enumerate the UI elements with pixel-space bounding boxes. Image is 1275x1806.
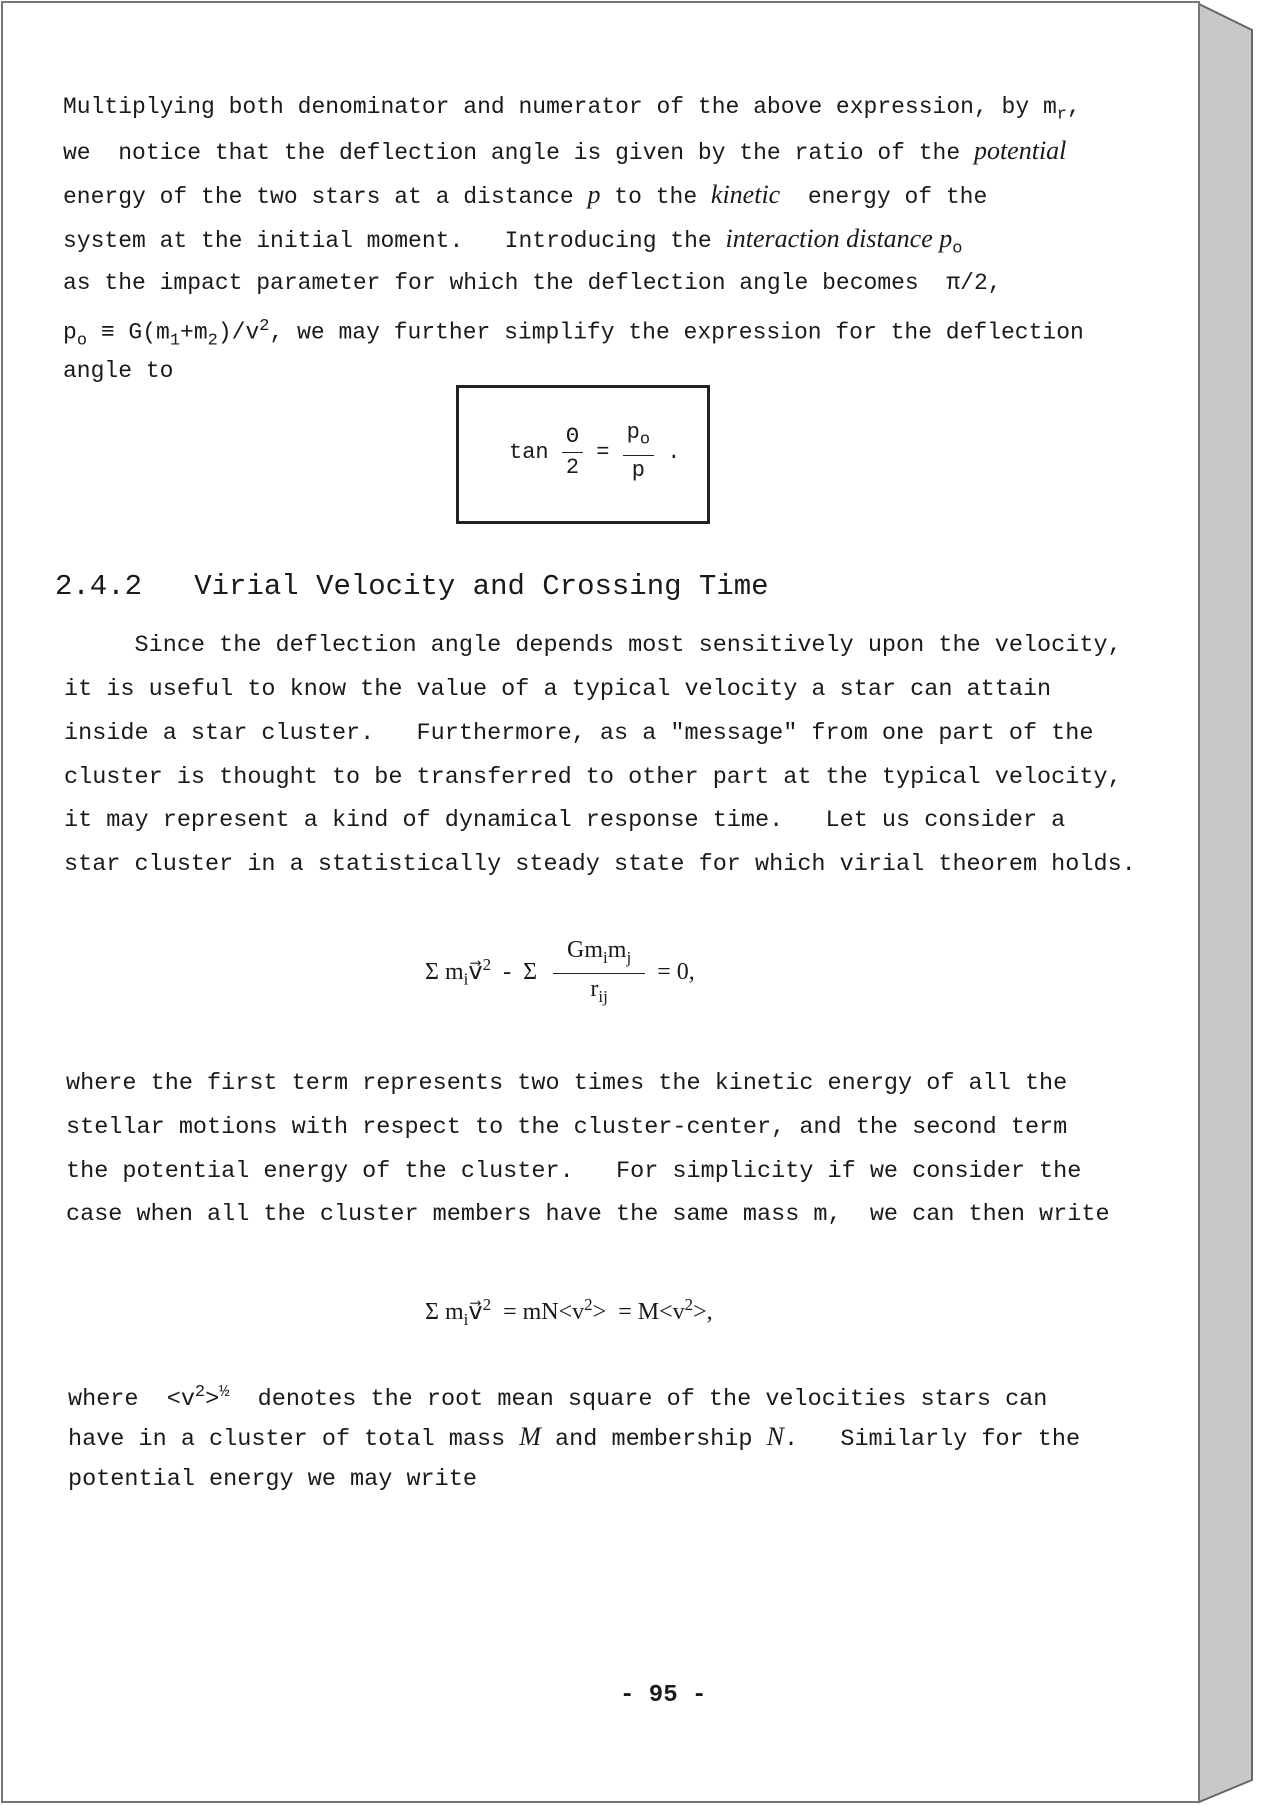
- section-heading: [55, 570, 769, 603]
- text: where <v: [68, 1385, 195, 1413]
- subscript: i: [463, 969, 469, 989]
- denominator: p: [631, 458, 645, 484]
- subscript: 1: [169, 331, 181, 351]
- fraction: [562, 422, 583, 483]
- subscript: o: [952, 239, 963, 259]
- text-line: where the first term represents two times the kinetic energy of all the: [66, 1070, 1068, 1097]
- text: r: [590, 975, 599, 1002]
- italic-text: interaction distance p: [725, 224, 953, 253]
- subscript: j: [626, 947, 632, 967]
- text: v⃗: [468, 1299, 483, 1325]
- text: denotes the root mean square of the velocities stars can: [229, 1385, 1048, 1413]
- superscript: 2: [482, 1295, 492, 1314]
- text: Σ m: [425, 958, 464, 985]
- subscript: r: [1056, 105, 1067, 125]
- text: >,: [693, 1299, 713, 1325]
- page-number: - 95 -: [620, 1682, 707, 1709]
- italic-text: kinetic: [710, 180, 781, 209]
- subscript: 2: [207, 331, 218, 351]
- virial-equation: [425, 935, 695, 1012]
- text-line: cluster is thought to be transferred to other part at the typical velocity,: [64, 764, 1122, 791]
- text: . Similarly for the: [783, 1426, 1081, 1453]
- superscript: 2: [584, 1295, 593, 1314]
- text-line: angle to: [63, 358, 174, 384]
- section-number: 2.4.2: [55, 570, 143, 603]
- text: Gm: [567, 937, 604, 963]
- text: and membership: [540, 1426, 767, 1453]
- equals: =: [596, 440, 610, 466]
- text: energy of the two stars at a distance: [63, 184, 588, 210]
- text: - Σ: [491, 958, 538, 985]
- text: > = M<v: [592, 1299, 685, 1325]
- fraction: [623, 418, 654, 486]
- text: >: [205, 1385, 220, 1413]
- text-line: the potential energy of the cluster. For simplicity if we consider the: [66, 1158, 1082, 1185]
- text: Σ m: [425, 1299, 464, 1325]
- superscript: ½: [219, 1383, 230, 1402]
- denominator: 2: [565, 454, 580, 480]
- text: +m: [180, 319, 208, 346]
- subscript: i: [603, 947, 608, 967]
- text: p: [63, 319, 77, 346]
- subscript: i: [463, 1309, 469, 1329]
- text: )/v: [217, 319, 260, 346]
- text-line: it may represent a kind of dynamical response time. Let us consider a: [64, 807, 1066, 834]
- text-line: it is useful to know the value of a typical velocity a star can attain: [64, 676, 1052, 703]
- text-line: Since the deflection angle depends most sensitively upon the velocity,: [64, 632, 1122, 659]
- text: ≡ G(m: [87, 319, 170, 346]
- text: Multiplying both denominator and numerator of the above expression, by m: [63, 94, 1057, 120]
- text: = 0,: [645, 958, 695, 985]
- subscript: o: [639, 430, 651, 450]
- italic-text: N: [766, 1422, 784, 1451]
- italic-text: p: [587, 180, 601, 209]
- superscript: 2: [194, 1383, 206, 1402]
- numerator: Θ: [562, 422, 583, 453]
- italic-text: M: [519, 1422, 541, 1451]
- subscript: ij: [598, 986, 608, 1006]
- text: have in a cluster of total mass: [68, 1426, 520, 1453]
- superscript: 2: [482, 954, 492, 974]
- superscript: 2: [684, 1295, 694, 1314]
- text: ,: [1066, 94, 1081, 120]
- text: v⃗: [468, 958, 483, 985]
- superscript: 2: [259, 317, 270, 336]
- section-title: Virial Velocity and Crossing Time: [194, 570, 769, 603]
- fraction: [553, 935, 645, 1012]
- text: to the: [600, 184, 711, 210]
- numerator: p: [626, 420, 640, 445]
- text-line: case when all the cluster members have the same mass m, we can then write: [66, 1201, 1110, 1228]
- text-line: stellar motions with respect to the cluster-center, and the second term: [66, 1114, 1068, 1141]
- text: energy of the: [780, 184, 988, 210]
- boxed-equation: [456, 385, 710, 524]
- text-line: inside a star cluster. Furthermore, as a "message" from one part of the: [64, 720, 1094, 747]
- text-line: star cluster in a statistically steady state for which virial theorem holds.: [64, 851, 1136, 878]
- boxed-equation-line: [509, 418, 680, 486]
- text-line: as the impact parameter for which the deflection angle becomes π/2,: [63, 270, 1002, 296]
- book-edge: [1199, 4, 1252, 1802]
- text: we notice that the deflection angle is given by the ratio of the: [63, 140, 974, 166]
- tan-label: tan: [509, 440, 549, 466]
- subscript: o: [76, 331, 88, 351]
- text: m: [607, 937, 627, 963]
- text: = mN<v: [491, 1299, 585, 1325]
- text-line: potential energy we may write: [68, 1466, 477, 1493]
- kinetic-equation: [425, 1290, 713, 1335]
- text: , we may further simplify the expression for the deflection: [269, 319, 1084, 346]
- italic-text: potential: [973, 136, 1067, 165]
- text: system at the initial moment. Introducing the: [63, 228, 726, 254]
- period: .: [667, 440, 681, 466]
